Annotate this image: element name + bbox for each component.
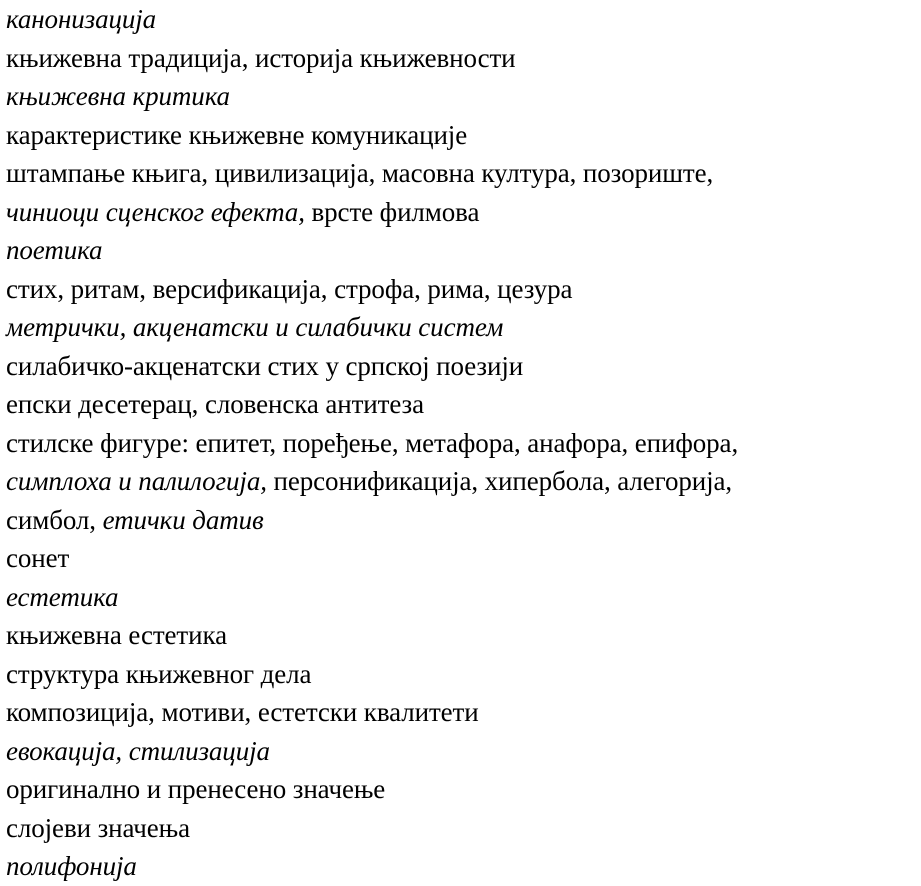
- text-line: [6, 462, 918, 501]
- italic-term: симплоха и палилогија,: [6, 466, 267, 496]
- text-line: [6, 77, 918, 116]
- line-text: симбол,: [6, 504, 103, 535]
- text-line: [6, 116, 918, 155]
- italic-term: полифонија: [6, 851, 137, 881]
- line-text: структура књижевног дела: [6, 658, 312, 689]
- text-line: [6, 385, 918, 424]
- italic-term: књижевна критика: [6, 81, 230, 111]
- line-text: стих, ритам, версификација, строфа, рима, цезура: [6, 273, 573, 304]
- line-text: персонификација, хипербола, алегорија,: [266, 466, 733, 496]
- text-line: [6, 501, 918, 540]
- text-line: [6, 655, 918, 694]
- line-text: карактеристике књижевне комуникације: [6, 119, 468, 150]
- line-text: епски десетерац, словенска антитеза: [6, 389, 424, 419]
- text-line: [6, 193, 918, 232]
- text-line: [6, 424, 918, 463]
- italic-term: поетика: [6, 235, 103, 265]
- line-text: оригинално и пренесено значење: [6, 774, 386, 804]
- italic-term: евокација, стилизација: [6, 735, 270, 766]
- text-line: [6, 770, 918, 809]
- line-text: књижевна естетика: [6, 620, 227, 650]
- text-line: [6, 308, 918, 347]
- text-line: [6, 578, 918, 617]
- italic-term: естетика: [6, 581, 119, 612]
- line-text: врсте филмова: [304, 196, 480, 227]
- text-line: [6, 0, 918, 39]
- line-text: слојеви значења: [6, 812, 190, 843]
- text-line: [6, 693, 918, 732]
- line-text: штампање књига, цивилизација, масовна култура, позориште,: [6, 158, 714, 188]
- line-text: силабичко-акценатски стих у српској поезији: [6, 350, 524, 381]
- italic-term: етички датив: [102, 504, 264, 535]
- text-line: [6, 809, 918, 848]
- italic-term: канонизација: [6, 4, 157, 34]
- line-text: сонет: [6, 543, 70, 573]
- document-page: [6, 0, 918, 886]
- line-text: стилске фигуре: епитет, поређење, метафора, анафора, епифора,: [6, 427, 739, 458]
- line-text: композиција, мотиви, естетски квалитети: [6, 697, 479, 727]
- text-line: [6, 231, 918, 270]
- text-line: [6, 347, 918, 386]
- text-line: [6, 270, 918, 309]
- text-line: [6, 616, 918, 655]
- text-line: [6, 539, 918, 578]
- italic-term: метрички, акценатски и силабички систем: [6, 312, 504, 342]
- text-line: [6, 732, 918, 771]
- text-line: [6, 154, 918, 193]
- line-text: књижевна традиција, историја књижевности: [6, 42, 516, 73]
- italic-term: чиниоци сценског ефекта,: [6, 196, 305, 227]
- text-line: [6, 39, 918, 78]
